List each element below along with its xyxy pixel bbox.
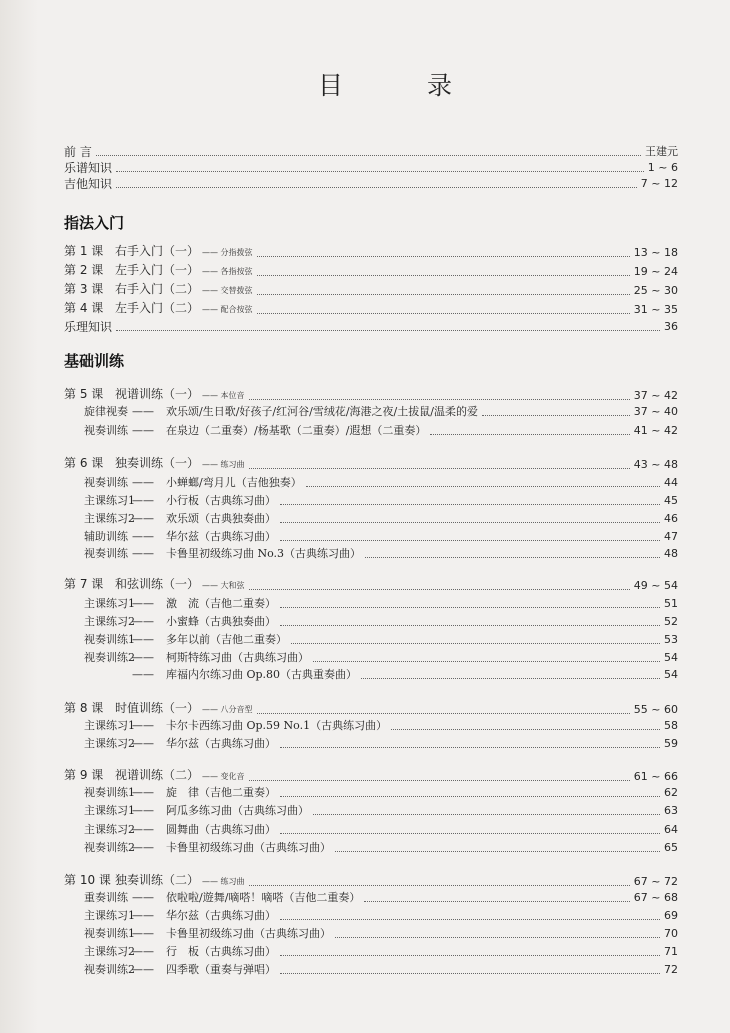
dash-separator: —— <box>132 719 154 732</box>
lesson-topic: 左手入门（一） <box>115 263 200 277</box>
item-title: 小行板（古典练习曲） <box>166 494 276 507</box>
page-numbers: 47 <box>664 530 678 543</box>
item-title: 库福内尔练习曲 Op.80（古典重奏曲） <box>166 668 358 681</box>
lesson-topic: 视谱训练（二） <box>115 768 200 782</box>
lesson-number: 第 8 课 <box>64 701 104 715</box>
dot-leader <box>249 468 630 469</box>
item-title: 欢乐颂（古典独奏曲） <box>166 512 276 525</box>
entry-label <box>84 823 276 837</box>
dot-leader <box>116 330 660 331</box>
toc-subentry[interactable] <box>84 648 678 665</box>
dot-leader <box>116 171 644 172</box>
item-category: 重奏训练 <box>84 891 128 904</box>
entry-label <box>64 456 245 472</box>
item-category: 主课练习1 <box>84 719 135 732</box>
page-numbers: 63 <box>664 804 678 817</box>
item-category: 视奏训练1 <box>84 927 135 940</box>
page-numbers: 54 <box>664 651 678 664</box>
toc-subentry[interactable] <box>84 924 678 941</box>
dash-separator: —— <box>132 841 154 854</box>
dot-leader <box>365 557 660 558</box>
item-category: 旋律视奏 <box>84 405 128 418</box>
lesson-number: 第 2 课 <box>64 263 104 277</box>
item-title: 卡鲁里初级练习曲（古典练习曲） <box>166 841 331 854</box>
dash-separator: —— <box>132 633 154 646</box>
toc-subentry[interactable] <box>84 509 678 526</box>
entry-label <box>64 282 253 298</box>
toc-subentry[interactable] <box>84 942 678 959</box>
toc-subentry[interactable] <box>84 960 678 977</box>
dash-separator: —— <box>132 891 154 904</box>
item-title: 阿瓜多练习曲（古典练习曲） <box>166 804 309 817</box>
item-category: 视奏训练1 <box>84 786 135 799</box>
dash-separator: —— <box>132 512 154 525</box>
page-numbers: 70 <box>664 927 678 940</box>
page-numbers: 64 <box>664 823 678 836</box>
entry-label <box>84 945 276 959</box>
page-numbers: 52 <box>664 615 678 628</box>
toc-entry[interactable] <box>64 300 678 317</box>
dot-leader <box>361 678 660 679</box>
lesson-number: 第 1 课 <box>64 244 104 258</box>
page-numbers: 37 ~ 40 <box>633 405 678 418</box>
item-title: 四季歌（重奏与弹唱） <box>166 963 276 976</box>
dot-leader <box>249 780 630 781</box>
page-numbers: 19 ~ 24 <box>633 265 678 278</box>
dash-separator: —— <box>132 823 154 836</box>
item-category: 主课练习2 <box>84 945 135 958</box>
toc-entry[interactable] <box>64 281 678 298</box>
page-binding-shadow <box>0 0 38 1033</box>
dot-leader <box>280 504 660 505</box>
entry-label <box>64 161 112 175</box>
toc-subentry[interactable] <box>84 491 678 508</box>
entry-label <box>84 405 478 419</box>
toc-entry[interactable] <box>64 317 678 334</box>
entry-label <box>64 301 253 317</box>
entry-label <box>84 547 361 561</box>
entry-label <box>84 476 302 490</box>
dash-separator: —— <box>132 945 154 958</box>
toc-subentry[interactable] <box>84 716 678 733</box>
lesson-note: —— 各指按弦 <box>202 267 253 276</box>
lesson-number: 第 7 课 <box>64 577 104 591</box>
item-title: 卡鲁里初级练习曲 No.3（古典练习曲） <box>166 547 362 560</box>
dot-leader <box>335 937 660 938</box>
item-category: 辅助训练 <box>84 530 128 543</box>
page-numbers: 37 ~ 42 <box>633 389 678 402</box>
entry-label <box>64 177 112 191</box>
item-category: 主课练习2 <box>84 823 135 836</box>
section-heading: 基础训练 <box>64 352 125 370</box>
dash-separator: —— <box>132 530 154 543</box>
entry-label <box>84 909 276 923</box>
entry-label <box>84 737 276 751</box>
dash-separator: —— <box>132 615 154 628</box>
toc-subentry[interactable] <box>84 544 678 561</box>
toc-entry[interactable] <box>64 262 678 279</box>
toc-entry[interactable] <box>64 243 678 260</box>
toc-entry[interactable] <box>64 700 678 717</box>
item-category: 主课练习1 <box>84 909 135 922</box>
dot-leader <box>313 814 660 815</box>
dot-leader <box>430 434 629 435</box>
item-title: 华尔兹（古典练习曲） <box>166 909 276 922</box>
dot-leader <box>116 187 637 188</box>
page-numbers: 58 <box>664 719 678 732</box>
lesson-number: 第 6 课 <box>64 456 104 470</box>
entry-title: 前 言 <box>64 145 92 159</box>
lesson-number: 第 9 课 <box>64 768 104 782</box>
toc-subentry[interactable] <box>84 734 678 751</box>
page-numbers: 67 ~ 72 <box>633 875 678 888</box>
dot-leader <box>257 256 630 257</box>
lesson-note: —— 变化音 <box>202 772 245 781</box>
entry-label <box>64 263 253 279</box>
page-numbers: 48 <box>664 547 678 560</box>
dash-separator: —— <box>132 668 154 681</box>
dash-separator: —— <box>132 405 154 418</box>
page-numbers: 46 <box>664 512 678 525</box>
entry-title: 吉他知识 <box>64 177 113 191</box>
lesson-topic: 视谱训练（一） <box>115 387 200 401</box>
dot-leader <box>482 415 630 416</box>
toc-entry[interactable] <box>64 158 678 175</box>
lesson-topic: 和弦训练（一） <box>115 577 200 591</box>
page-numbers: 54 <box>664 668 678 681</box>
page-numbers: 45 <box>664 494 678 507</box>
item-title: 欢乐颂/生日歌/好孩子/红河谷/雪绒花/海港之夜/土拔鼠/温柔的爱 <box>166 405 478 418</box>
item-category: 主课练习1 <box>84 804 135 817</box>
item-title: 柯斯特练习曲（古典练习曲） <box>166 651 309 664</box>
page-numbers: 51 <box>664 597 678 610</box>
lesson-note: —— 练习曲 <box>202 877 245 886</box>
page-numbers: 36 <box>664 320 678 333</box>
dot-leader <box>306 486 660 487</box>
entry-label <box>84 841 331 855</box>
page-numbers: 44 <box>664 476 678 489</box>
entry-label <box>84 494 276 508</box>
dash-separator: —— <box>132 804 154 817</box>
page-numbers: 1 ~ 6 <box>647 161 678 174</box>
dash-separator: —— <box>132 547 154 560</box>
dot-leader <box>257 713 630 714</box>
item-title: 行 板（古典练习曲） <box>166 945 276 958</box>
item-category: 视奏训练1 <box>84 633 135 646</box>
dash-separator: —— <box>132 476 154 489</box>
toc-subentry[interactable] <box>84 783 678 800</box>
lesson-number: 第 3 课 <box>64 282 104 296</box>
page-numbers: 71 <box>664 945 678 958</box>
dot-leader <box>257 313 630 314</box>
page-numbers: 59 <box>664 737 678 750</box>
lesson-number: 第 5 课 <box>64 387 104 401</box>
entry-label <box>64 387 245 403</box>
dot-leader <box>96 155 641 156</box>
dot-leader <box>280 607 660 608</box>
dot-leader <box>280 955 660 956</box>
lesson-topic: 乐理知识 <box>64 320 113 334</box>
lesson-note: —— 大和弦 <box>202 581 245 590</box>
toc-entry[interactable] <box>64 872 678 889</box>
lesson-topic: 右手入门（二） <box>115 282 200 296</box>
entry-label <box>84 633 287 647</box>
dash-separator: —— <box>132 927 154 940</box>
dash-separator: —— <box>132 597 154 610</box>
lesson-number: 第 10 课 <box>64 873 111 887</box>
toc-subentry[interactable] <box>84 473 678 490</box>
page-numbers: 49 ~ 54 <box>633 579 678 592</box>
entry-label <box>84 668 357 682</box>
item-title: 旋 律（吉他二重奏） <box>166 786 276 799</box>
dash-separator: —— <box>132 494 154 507</box>
toc-entry[interactable] <box>64 767 678 784</box>
page-numbers: 67 ~ 68 <box>633 891 678 904</box>
entry-label <box>84 530 276 544</box>
page-numbers: 53 <box>664 633 678 646</box>
dot-leader <box>249 589 630 590</box>
entry-label <box>84 512 276 526</box>
lesson-note: —— 本位音 <box>202 391 245 400</box>
entry-label <box>64 701 253 717</box>
entry-label <box>84 891 360 905</box>
section-heading: 指法入门 <box>64 214 125 232</box>
item-category: 主课练习1 <box>84 597 135 610</box>
entry-label <box>64 768 245 784</box>
page-numbers: 55 ~ 60 <box>633 703 678 716</box>
toc-subentry[interactable] <box>84 820 678 837</box>
toc-subentry[interactable] <box>84 612 678 629</box>
toc-subentry[interactable] <box>84 665 678 682</box>
entry-label <box>64 873 245 889</box>
dot-leader <box>335 851 660 852</box>
toc-subentry[interactable] <box>84 838 678 855</box>
dash-separator: —— <box>132 651 154 664</box>
page-numbers: 43 ~ 48 <box>633 458 678 471</box>
lesson-number: 第 4 课 <box>64 301 104 315</box>
dot-leader <box>280 973 660 974</box>
dash-separator: —— <box>132 737 154 750</box>
dash-separator: —— <box>132 963 154 976</box>
item-category: 主课练习2 <box>84 615 135 628</box>
dot-leader <box>257 275 630 276</box>
lesson-topic: 时值训练（一） <box>115 701 200 715</box>
dot-leader <box>280 522 660 523</box>
page-numbers: 62 <box>664 786 678 799</box>
item-title: 卡尔卡西练习曲 Op.59 No.1（古典练习曲） <box>166 719 388 732</box>
toc-subentry[interactable] <box>84 402 678 419</box>
entry-label <box>64 145 92 159</box>
entry-title: 乐谱知识 <box>64 161 113 175</box>
dot-leader <box>364 901 629 902</box>
item-title: 多年以前（吉他二重奏） <box>166 633 287 646</box>
dot-leader <box>280 919 660 920</box>
dot-leader <box>280 796 660 797</box>
toc-subentry[interactable] <box>84 594 678 611</box>
item-title: 卡鲁里初级练习曲（古典练习曲） <box>166 927 331 940</box>
item-title: 圆舞曲（古典练习曲） <box>166 823 276 836</box>
item-title: 华尔兹（古典练习曲） <box>166 737 276 750</box>
page-numbers: 王建元 <box>645 145 678 158</box>
page-title: 目 录 <box>318 71 490 100</box>
page-numbers: 31 ~ 35 <box>633 303 678 316</box>
item-title: 在泉边（二重奏）/杨基歌（二重奏）/遐想（二重奏） <box>166 424 427 437</box>
entry-label <box>84 786 276 800</box>
toc-entry[interactable] <box>64 576 678 593</box>
item-category: 主课练习2 <box>84 737 135 750</box>
item-title: 小蜜蜂（古典独奏曲） <box>166 615 276 628</box>
toc-entry[interactable] <box>64 455 678 472</box>
dot-leader <box>291 643 660 644</box>
item-category: 视奏训练 <box>84 547 128 560</box>
entry-label <box>84 963 276 977</box>
dash-separator: —— <box>132 424 154 437</box>
item-category: 视奏训练2 <box>84 841 135 854</box>
dot-leader <box>280 747 660 748</box>
lesson-topic: 独奏训练（一） <box>115 456 200 470</box>
page-numbers: 13 ~ 18 <box>633 246 678 259</box>
entry-label <box>64 244 253 260</box>
lesson-topic: 左手入门（二） <box>115 301 200 315</box>
toc-subentry[interactable] <box>84 527 678 544</box>
dot-leader <box>280 540 660 541</box>
lesson-topic: 独奏训练（二） <box>115 873 200 887</box>
entry-label <box>84 597 276 611</box>
toc-entry[interactable] <box>64 142 678 159</box>
entry-label <box>64 577 245 593</box>
page-numbers: 7 ~ 12 <box>640 177 678 190</box>
lesson-note: —— 交替拨弦 <box>202 286 253 295</box>
item-title: 依啦啦/遊舞/嘀嗒！嘀嗒（吉他二重奏） <box>166 891 361 904</box>
entry-label <box>84 719 387 733</box>
entry-label <box>84 615 276 629</box>
dot-leader <box>257 294 630 295</box>
toc-subentry[interactable] <box>84 888 678 905</box>
dot-leader <box>391 729 660 730</box>
item-category: 视奏训练2 <box>84 651 135 664</box>
entry-label <box>64 320 112 334</box>
toc-subentry[interactable] <box>84 630 678 647</box>
entry-label <box>84 927 331 941</box>
entry-label <box>84 804 309 818</box>
item-category: 主课练习2 <box>84 512 135 525</box>
item-category: 主课练习1 <box>84 494 135 507</box>
page-numbers: 41 ~ 42 <box>633 424 678 437</box>
dot-leader <box>249 399 630 400</box>
dot-leader <box>313 661 660 662</box>
toc-subentry[interactable] <box>84 906 678 923</box>
page-numbers: 72 <box>664 963 678 976</box>
page-numbers: 69 <box>664 909 678 922</box>
item-title: 华尔兹（古典练习曲） <box>166 530 276 543</box>
item-category: 视奏训练2 <box>84 963 135 976</box>
page-numbers: 65 <box>664 841 678 854</box>
toc-entry[interactable] <box>64 174 678 191</box>
dot-leader <box>280 833 660 834</box>
lesson-note: —— 练习曲 <box>202 460 245 469</box>
dash-separator: —— <box>132 786 154 799</box>
page-numbers: 25 ~ 30 <box>633 284 678 297</box>
dot-leader <box>249 885 630 886</box>
entry-label <box>84 651 309 665</box>
page-numbers: 61 ~ 66 <box>633 770 678 783</box>
dash-separator: —— <box>132 909 154 922</box>
lesson-topic: 右手入门（一） <box>115 244 200 258</box>
lesson-note: —— 分指拨弦 <box>202 248 253 257</box>
item-category: 视奏训练 <box>84 424 128 437</box>
lesson-note: —— 配合按弦 <box>202 305 253 314</box>
item-category: 视奏训练 <box>84 476 128 489</box>
item-title: 小蝉螂/弯月儿（吉他独奏） <box>166 476 302 489</box>
lesson-note: —— 八分音型 <box>202 705 253 714</box>
entry-label <box>84 424 426 438</box>
dot-leader <box>280 625 660 626</box>
toc-entry[interactable] <box>64 386 678 403</box>
toc-subentry[interactable] <box>84 421 678 438</box>
toc-subentry[interactable] <box>84 801 678 818</box>
item-title: 激 流（吉他二重奏） <box>166 597 276 610</box>
